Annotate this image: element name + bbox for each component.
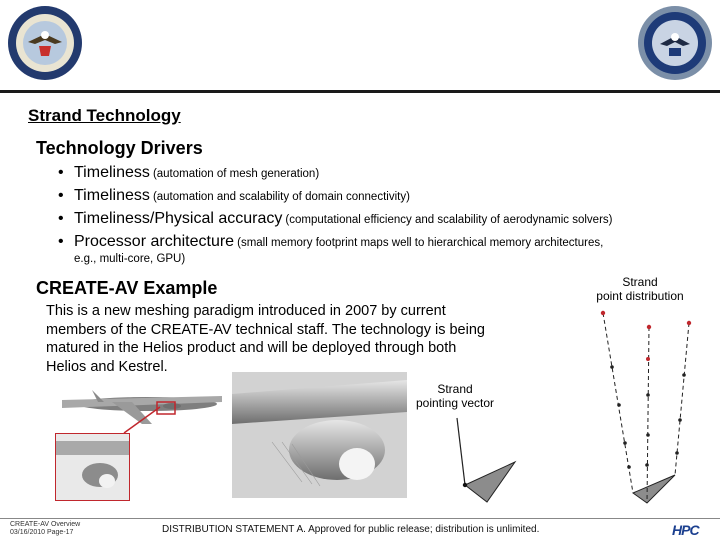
drivers-heading: Technology Drivers <box>36 138 203 158</box>
caption-line: pointing vector <box>415 396 495 410</box>
driver-main: Processor architecture <box>74 233 235 250</box>
bullet-icon: • <box>58 233 64 250</box>
dod-seal-logo <box>6 4 84 82</box>
example-body <box>46 302 546 376</box>
example-line: Helios and Kestrel. <box>46 358 168 375</box>
driver-item <box>58 185 718 208</box>
footer-divider <box>0 518 720 519</box>
example-line: matured in the Helios product and will be deployed through both <box>46 340 457 356</box>
footer-meta <box>10 521 80 537</box>
driver-note: (computational efficiency and scalability of aerodynamic solvers) <box>285 214 613 226</box>
caption-line: Strand <box>622 275 658 289</box>
hpc-seal-logo <box>636 4 714 82</box>
driver-main: Timeliness/Physical accuracy <box>74 210 283 227</box>
footer-page: 03/16/2010 Page-17 <box>10 529 74 536</box>
driver-note: (small memory footprint maps well to hierarchical memory architectures, <box>237 237 604 249</box>
engine-inset-image <box>55 433 130 501</box>
hpc-logo: HPC <box>672 522 699 538</box>
pointing-vector-caption <box>405 382 505 410</box>
driver-main: Timeliness <box>74 187 150 204</box>
driver-note: (automation of mesh generation) <box>152 168 320 180</box>
driver-item <box>58 208 718 231</box>
driver-item <box>58 231 718 266</box>
bullet-icon: • <box>58 210 64 227</box>
engine-mesh-image <box>232 372 407 498</box>
driver-item <box>58 162 718 185</box>
distribution-statement: DISTRIBUTION STATEMENT A. Approved for public release; distribution is unlimited. <box>162 524 540 535</box>
driver-note-continued: e.g., multi-core, GPU) <box>74 253 186 265</box>
caption-line: point distribution <box>596 289 684 303</box>
caption-line: Strand <box>437 382 473 396</box>
example-heading: CREATE-AV Example <box>36 278 218 298</box>
header-divider <box>0 90 720 93</box>
driver-main: Timeliness <box>74 164 150 181</box>
pointing-vector-diagram <box>415 410 525 510</box>
point-distribution-diagram <box>585 305 700 515</box>
footer-overview: CREATE-AV Overview <box>10 521 81 528</box>
driver-note: (automation and scalability of domain connectivity) <box>152 191 410 203</box>
zoom-connector <box>122 405 162 435</box>
example-line: members of the CREATE-AV technical staff. The technology is being <box>46 321 485 338</box>
bullet-icon: • <box>58 187 64 204</box>
slide-title: Strand Technology <box>28 106 181 125</box>
point-distribution-caption <box>580 275 700 303</box>
drivers-list <box>58 162 718 266</box>
example-line: This is a new meshing paradigm introduced in 2007 by current <box>46 303 446 319</box>
bullet-icon: • <box>58 164 64 181</box>
